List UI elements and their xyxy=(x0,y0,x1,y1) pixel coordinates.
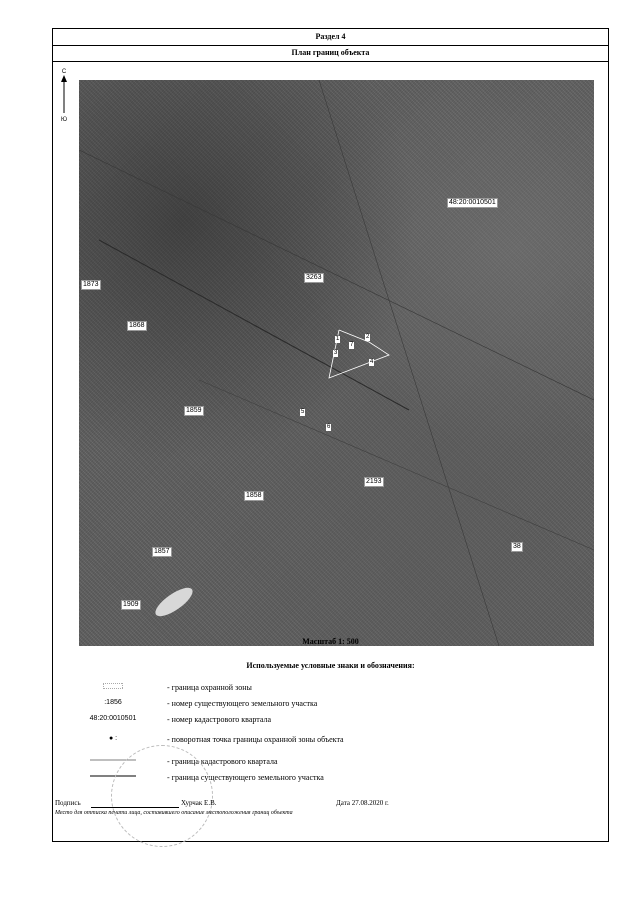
parcel-label: 1868 xyxy=(129,322,145,329)
stamp-place-note: Место для оттиска печати лица, составившего описание местоположения границ объекта xyxy=(55,810,293,816)
section-header: Раздел 4 xyxy=(53,29,608,46)
quarter-number-label: 48:20:0010501 xyxy=(449,199,496,206)
north-label: С xyxy=(61,69,67,75)
page-title: План границ объекта xyxy=(53,45,608,62)
aerial-map xyxy=(79,80,594,646)
south-label: Ю xyxy=(60,117,68,123)
parcel-label: 2193 xyxy=(366,478,382,485)
legend-item: - граница кадастрового квартала xyxy=(73,757,593,769)
legend-title: Используемые условные знаки и обозначения: xyxy=(246,661,415,670)
parcel-label: 1909 xyxy=(123,601,139,608)
legend-item: :1856 - номер существующего земельного участка xyxy=(104,699,318,708)
signature-label: Подпись xyxy=(55,799,81,807)
point-label: 4 xyxy=(370,359,374,365)
north-arrow-icon xyxy=(59,75,69,115)
north-arrow xyxy=(59,69,69,139)
document-frame xyxy=(52,28,609,842)
point-label: 5 xyxy=(301,409,305,415)
hatched-boundary-icon xyxy=(73,683,153,691)
map-scale: Масштаб 1: 500 xyxy=(302,637,359,646)
legend-item: ● : - поворотная точка границы охранной зоны объекта xyxy=(73,735,593,747)
parcel-label: 1857 xyxy=(154,548,170,555)
point-label: 7 xyxy=(350,342,354,348)
point-label: 2 xyxy=(366,334,370,340)
signature-date: Дата 27.08.2020 г. xyxy=(336,799,389,807)
signature-line xyxy=(91,799,179,808)
parcel-label: 1873 xyxy=(83,281,99,288)
parcel-label: 1858 xyxy=(246,492,262,499)
vertex-point-icon: ● : xyxy=(108,735,118,742)
point-label: 1 xyxy=(336,336,340,342)
legend-item: 48:20:0010501 - номер кадастрового квартала xyxy=(89,715,272,724)
signer-name: Хурчак Е.В. xyxy=(181,799,217,807)
stamp-seal xyxy=(111,745,213,847)
parcel-label: 1859 xyxy=(186,407,202,414)
parcel-label: 3263 xyxy=(306,274,322,281)
point-label: 6 xyxy=(327,424,331,430)
legend-item: - граница существующего земельного участка xyxy=(73,773,593,785)
point-label: 3 xyxy=(334,350,338,356)
legend-item: - граница охранной зоны xyxy=(73,683,593,695)
parcel-label: 38 xyxy=(513,543,521,550)
map-lines xyxy=(79,80,594,646)
